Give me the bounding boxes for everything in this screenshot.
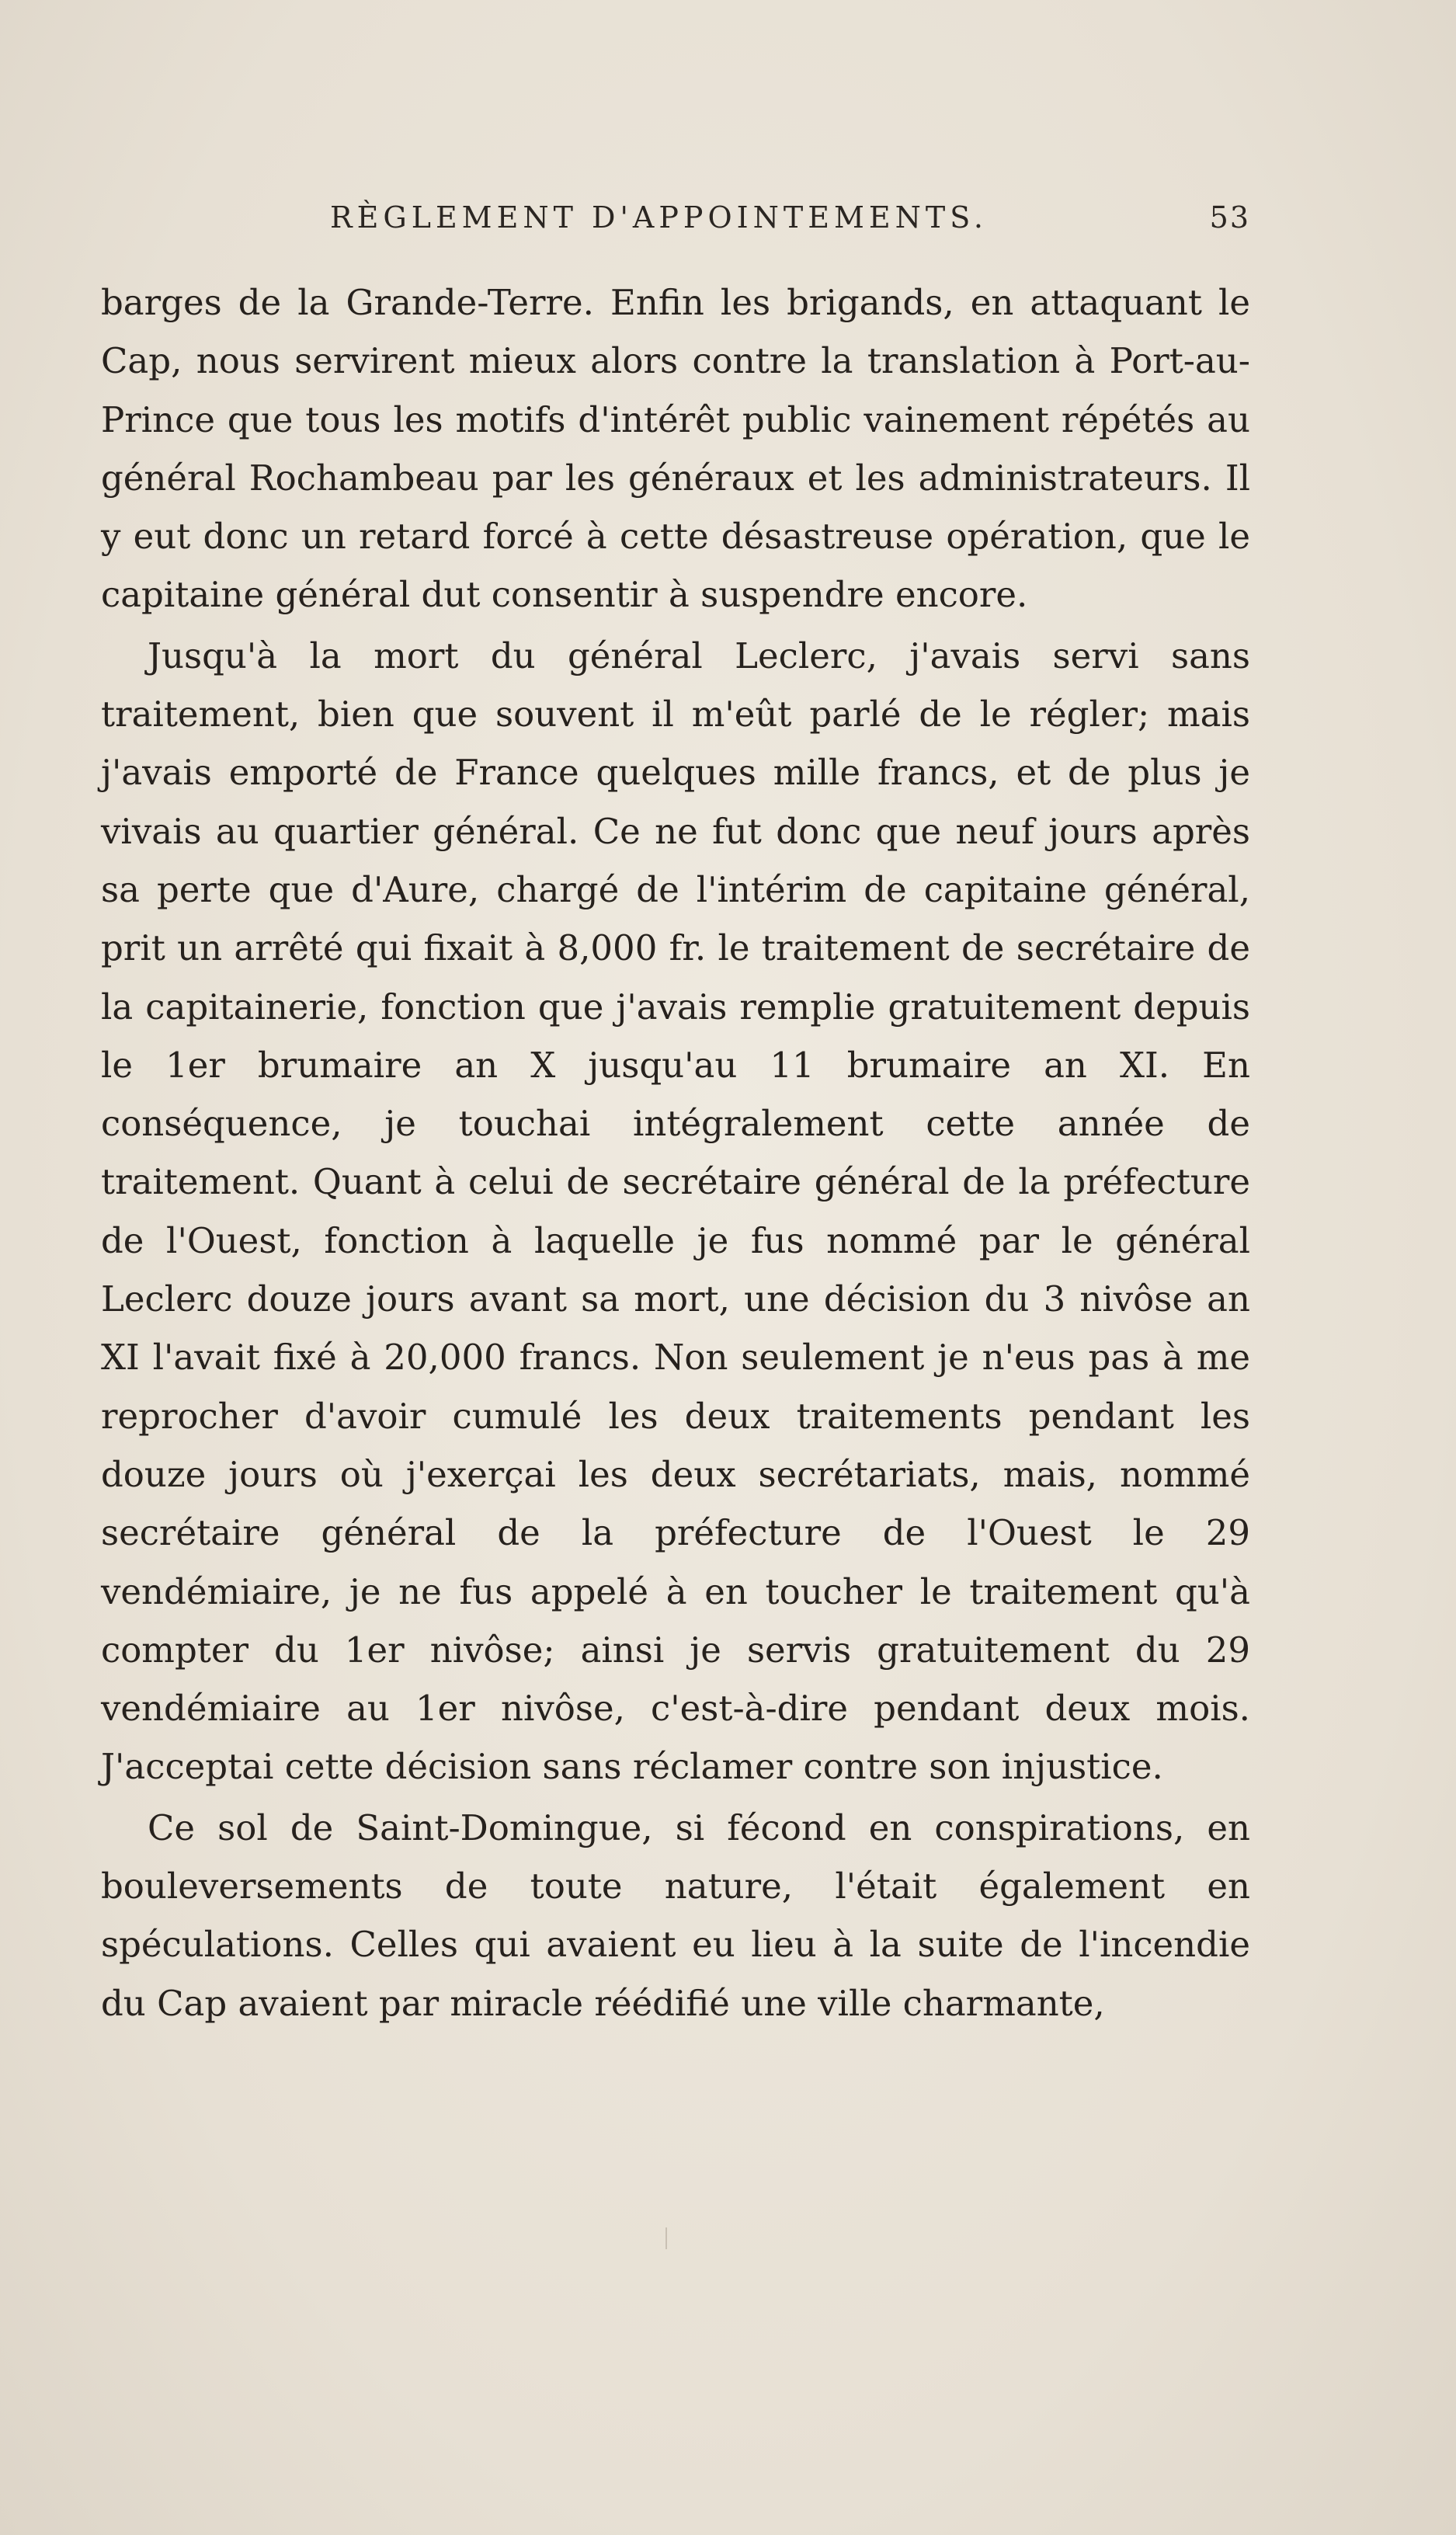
paragraph-salary: Jusqu'à la mort du général Leclerc, j'avais servi sans traitement, bien que souvent il m'eût parlé de le régler; mais j'avais emporté de France quelques mille francs, et de plus je vivais au quartier général. Ce ne fut donc que neuf jours après sa perte que d'Aure, chargé de l'intérim de capitaine général, prit un arrêté qui fixait à 8,000 fr. le traitement de secrétaire de la capitainerie, fonction que j'avais remplie gratuitement depuis le 1er brumaire an X jusqu'au 11 brumaire an XI. En conséquence, je touchai intégralement cette année de traitement. Quant à celui de secrétaire général de la préfecture de l'Ouest, fonction à laquelle je fus nommé par le général Leclerc douze jours avant sa mort, une décision du 3 nivôse an XI l'avait fixé à 20,000 francs. Non seulement je n'eus pas à me reprocher d'avoir cumulé les deux traitements pendant les douze jours où j'exerçai les deux secrétariats, mais, nommé secrétaire général de la préfecture de l'Ouest le 29 vendémiaire, je ne fus appelé à en toucher le traitement qu'à compter du 1er nivôse; ainsi je servis gratuitement du 29 vendémiaire au 1er nivôse, c'est-à-dire pendant deux mois. J'acceptai cette décision sans réclamer contre son injustice. [101, 635, 1250, 1788]
paper-speck [665, 2227, 667, 2249]
running-head: RÈGLEMENT D'APPOINTEMENTS. [330, 200, 988, 235]
body-text [101, 273, 1250, 2033]
paragraph-speculations: Ce sol de Saint-Domingue, si fécond en conspirations, en bouleversements de toute nature, l'était également en spéculations. Celles qui avaient eu lieu à la suite de l'incendie du Cap avaient par miracle réédifié une ville charmante, [101, 1806, 1250, 2024]
page-number: 53 [1209, 200, 1250, 235]
paragraph-continued: barges de la Grande-Terre. Enfin les brigands, en attaquant le Cap, nous servirent mieux alors contre la translation à Port-au-Prince que tous les motifs d'intérêt public vainement répétés au général Rochambeau par les généraux et les administrateurs. Il y eut donc un retard forcé à cette désastreuse opération, que le capitaine général dut consentir à suspendre encore. [101, 282, 1250, 616]
page-header [105, 200, 1250, 247]
